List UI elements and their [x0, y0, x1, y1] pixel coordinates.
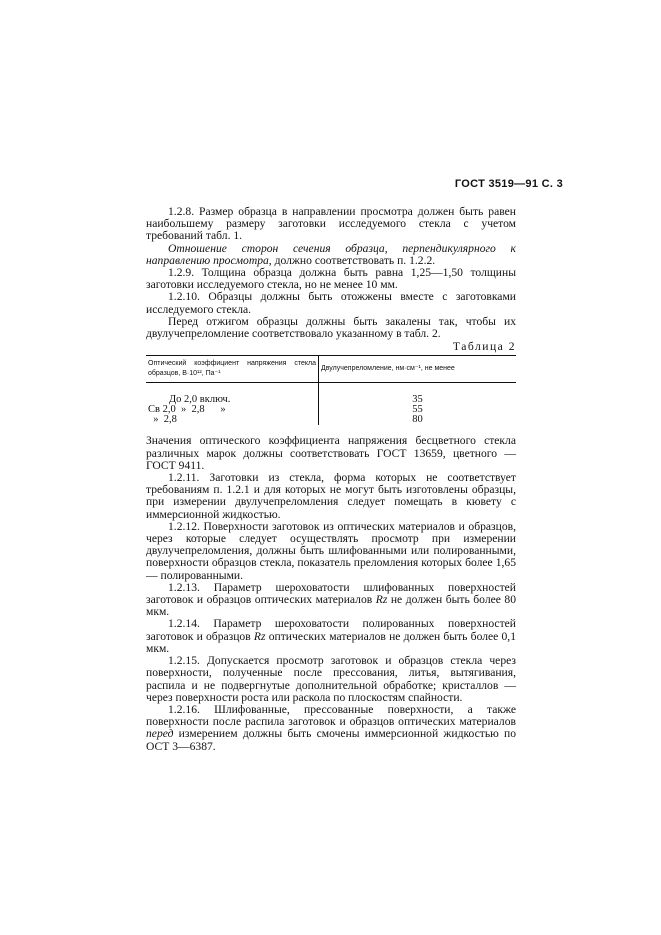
table-col-coefficient [146, 383, 319, 426]
table-col-birefringence [319, 383, 517, 426]
paragraph [146, 316, 516, 340]
document-body [146, 206, 516, 753]
paragraph-text: Перед отжигом образцы должны быть закалены так, чтобы их двулучепреломление соответствовало указанному в табл. 2. [146, 314, 516, 341]
paragraph-text: не должен быть более 80 мкм. [146, 593, 516, 619]
table-title: Таблица 2 [452, 340, 516, 354]
paragraph [146, 582, 516, 619]
paragraph-text: 1.2.13. Параметр шероховатости шлифованных поверхностей заготовок и образцов оптических материалов [146, 580, 516, 607]
table-2 [146, 355, 516, 425]
table-cell: » 2,8 [148, 414, 177, 426]
paragraph-text: 1.2.12. Поверхности заготовок из оптических материалов и образцов, через которые следует осуществлять просмотр при измерении двулучепреломления, должны быть шлифованными или полированными, поверхности образцов стекла, показатель преломления которых более 1,65 — полированными. [146, 519, 516, 582]
paragraph [146, 521, 516, 582]
paragraph-text: 1.2.11. Заготовки из стекла, форма которых не соответствует требованиям п. 1.2.1 и для которых не могут быть изготовлены образцы, при измерении двулучепреломления следует помещать в кювету с иммерсионной жидкостью. [146, 471, 516, 521]
paragraph-text: 1.2.10. Образцы должны быть отожжены вместе с заготовками исследуемого стекла. [146, 290, 516, 316]
paragraph [146, 243, 516, 267]
paragraph-text: 1.2.8. Размер образца в направлении просмотра должен быть равен наибольшему размеру заготовки исследуемого стекла с учетом требований табл. 1. [146, 205, 516, 243]
italic-text: перед [146, 727, 174, 741]
paragraph-text: 1.2.15. Допускается просмотр заготовок и образцов стекла через поверхности, полученные после прессования, литья, вытягивания, распила и не подвергнутые дополнительной обработке; кристаллов — через поверхности роста или раскола по плоскостям спайности. [146, 654, 516, 704]
paragraph [146, 655, 516, 704]
table-cell: 55 [412, 404, 423, 416]
table-cell: 80 [412, 414, 423, 426]
italic-text: Rz [253, 629, 266, 643]
italic-text: Отношение сторон сечения образца, перпендикулярного к направлению просмотра [146, 241, 516, 267]
paragraphs-before-table [146, 206, 516, 340]
paragraph-text: , должно соответствовать п. 1.2.2. [268, 253, 436, 267]
page-header: ГОСТ 3519—91 С. 3 [454, 178, 563, 190]
paragraph-text: измерением должны быть смочены иммерсионной жидкостью по ОСТ 3—6387. [146, 727, 516, 753]
table-header-birefringence: Двулучепреломление, нм·см⁻¹, не менее [319, 356, 517, 383]
paragraph [146, 291, 516, 315]
table-cell: До 2,0 включ. [148, 394, 231, 406]
paragraph [146, 267, 516, 291]
table-cell: 35 [412, 394, 423, 406]
paragraph-text: Значения оптического коэффициента напряжения бесцветного стекла различных марок должны соответствовать ГОСТ 13659, цветного — ГОСТ 9411. [146, 434, 516, 472]
italic-text: Rz [375, 593, 388, 607]
paragraph [146, 472, 516, 521]
paragraphs-after-table [146, 435, 516, 752]
paragraph [146, 618, 516, 655]
paragraph-text: оптических материалов не должен быть более 0,1 мкм. [146, 629, 516, 655]
paragraph [146, 206, 516, 243]
paragraph-text: 1.2.14. Параметр шероховатости полированных поверхностей заготовок и образцов [146, 617, 516, 643]
paragraph-text: 1.2.9. Толщина образца должна быть равна 1,25—1,50 толщины заготовки исследуемого стекла, но не менее 10 мм. [146, 266, 516, 292]
table-header-coefficient: Оптический коэффициент напряжения стекла образцов, В·10¹², Па⁻¹ [146, 356, 319, 383]
table-cell: Св 2,0 » 2,8 » [148, 404, 226, 416]
paragraph [146, 704, 516, 753]
paragraph [146, 435, 516, 472]
paragraph-text: 1.2.16. Шлифованные, прессованные поверхности, а также поверхности после распила заготовок и образцов оптических материалов [146, 702, 516, 729]
